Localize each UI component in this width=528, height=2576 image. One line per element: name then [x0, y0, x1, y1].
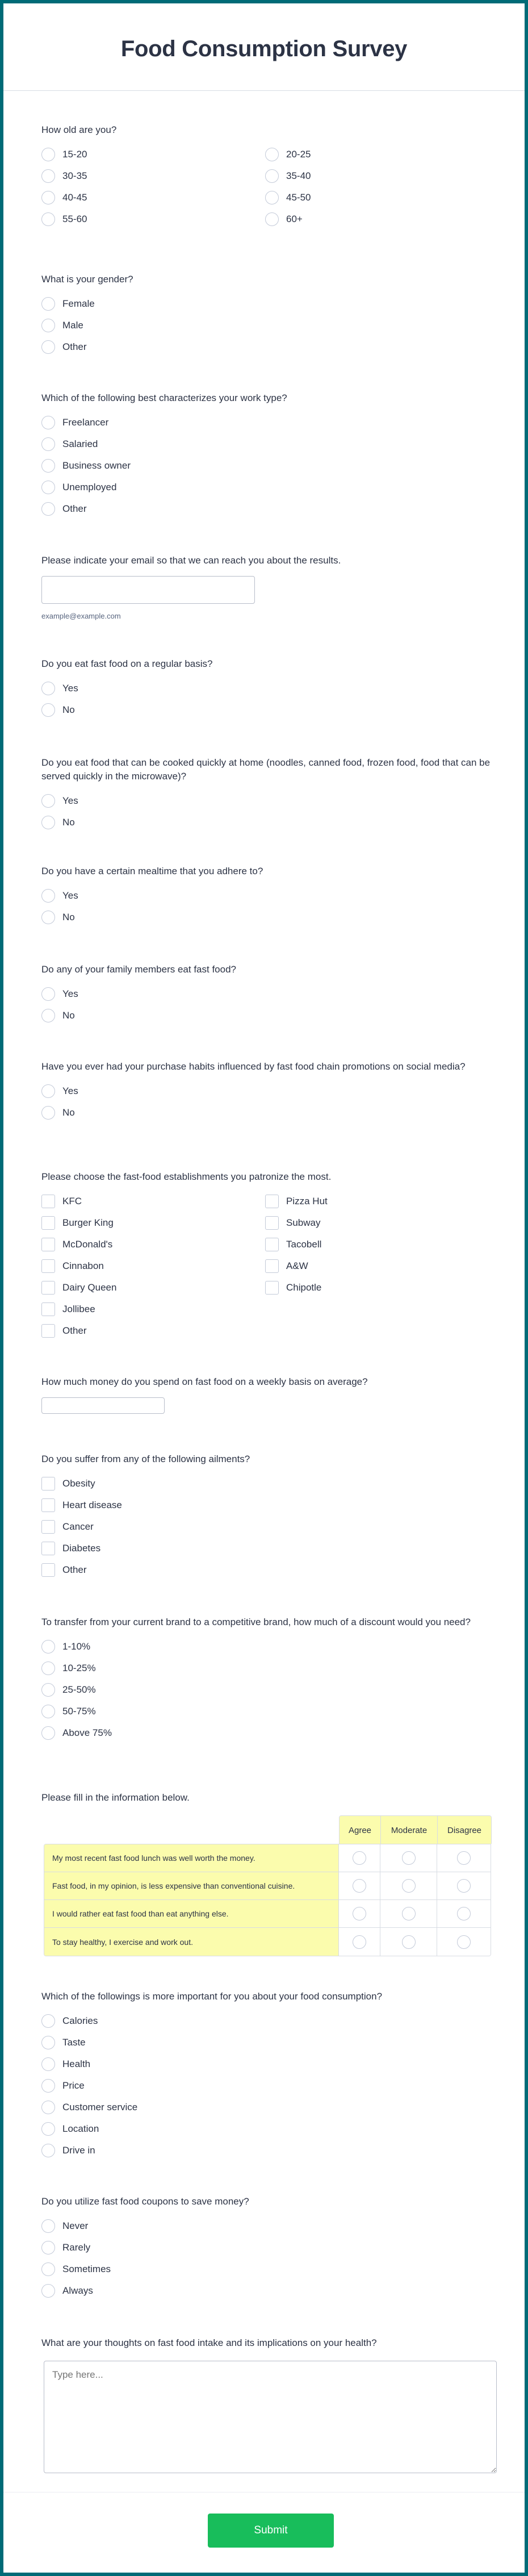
ailment-options	[41, 1473, 496, 1581]
important-option[interactable]: Location	[41, 2118, 496, 2140]
matrix-cell	[339, 1900, 380, 1927]
yes-option[interactable]: Yes	[41, 678, 496, 699]
establishment-checkbox[interactable]: Chipotle	[265, 1277, 489, 1299]
discount-option[interactable]: 50-75%	[41, 1701, 496, 1722]
checkbox-icon[interactable]	[41, 1477, 55, 1491]
thoughts-textarea[interactable]	[44, 2361, 497, 2473]
page-title: Food Consumption Survey	[120, 36, 408, 61]
question-label: Which of the following best characterizes your work type?	[41, 393, 287, 403]
establishment-checkbox[interactable]: Jollibee	[41, 1299, 265, 1320]
weekly-spend-input[interactable]	[41, 1397, 165, 1414]
radio-icon[interactable]	[41, 1726, 55, 1740]
matrix-cell	[380, 1900, 437, 1927]
question-thoughts	[41, 2336, 496, 2350]
radio-icon[interactable]	[41, 2036, 55, 2049]
radio-icon[interactable]	[41, 297, 55, 311]
question-mealtime	[41, 865, 496, 928]
question-label: What are your thoughts on fast food intake and its implications on your health?	[41, 2337, 377, 2348]
yes-option[interactable]: Yes	[41, 790, 496, 812]
question-quick-food	[41, 756, 496, 833]
checkbox-icon[interactable]	[41, 1324, 55, 1338]
promotions-options	[41, 1080, 496, 1124]
radio-icon[interactable]	[41, 212, 55, 226]
radio-icon[interactable]	[41, 2079, 55, 2093]
matrix-cell	[339, 1844, 380, 1872]
radio-icon[interactable]	[41, 703, 55, 717]
age-option[interactable]: 60+	[265, 208, 489, 230]
checkbox-icon[interactable]	[265, 1238, 279, 1251]
important-option[interactable]: Price	[41, 2075, 496, 2097]
question-label: What is your gender?	[41, 274, 133, 285]
radio-icon[interactable]	[41, 1640, 55, 1654]
question-gender	[41, 273, 496, 358]
radio-icon[interactable]	[41, 2144, 55, 2157]
important-option[interactable]: Calories	[41, 2010, 496, 2032]
radio-icon[interactable]	[41, 2101, 55, 2114]
coupon-option[interactable]: Sometimes	[41, 2258, 496, 2280]
radio-icon[interactable]	[41, 911, 55, 924]
radio-icon[interactable]	[402, 1907, 416, 1920]
age-options	[41, 144, 496, 230]
checkbox-icon[interactable]	[41, 1563, 55, 1577]
radio-icon[interactable]	[41, 340, 55, 354]
question-label: Have you ever had your purchase habits influenced by fast food chain promotions on social media?	[41, 1061, 466, 1072]
radio-icon[interactable]	[265, 169, 279, 183]
radio-icon[interactable]	[265, 191, 279, 204]
question-coupons	[41, 2195, 496, 2302]
matrix-row-label: To stay healthy, I exercise and work out.	[44, 1928, 339, 1956]
matrix-col-moderate: Moderate	[381, 1816, 438, 1844]
coupon-option[interactable]: Always	[41, 2280, 496, 2302]
radio-icon[interactable]	[457, 1879, 471, 1893]
matrix-cell	[437, 1872, 491, 1899]
checkbox-icon[interactable]	[41, 1498, 55, 1512]
matrix-row-label: Fast food, in my opinion, is less expensive than conventional cuisine.	[44, 1872, 339, 1899]
radio-icon[interactable]	[457, 1907, 471, 1920]
radio-icon[interactable]	[353, 1879, 366, 1893]
radio-icon[interactable]	[41, 416, 55, 429]
coupon-option[interactable]: Never	[41, 2215, 496, 2237]
question-work-type	[41, 391, 496, 520]
question-label: Please fill in the information below.	[41, 1792, 190, 1803]
no-option[interactable]: No	[41, 1005, 496, 1026]
no-option[interactable]: No	[41, 1102, 496, 1124]
empty-cell	[265, 1299, 489, 1320]
age-option[interactable]: 15-20	[41, 144, 265, 165]
matrix-header	[339, 1815, 492, 1844]
radio-icon[interactable]	[41, 2241, 55, 2254]
radio-icon[interactable]	[41, 2219, 55, 2233]
checkbox-icon[interactable]	[265, 1281, 279, 1295]
coupon-option[interactable]: Rarely	[41, 2237, 496, 2258]
question-family-fast-food	[41, 963, 496, 1026]
no-option[interactable]: No	[41, 812, 496, 833]
ailment-checkbox[interactable]: Cancer	[41, 1516, 496, 1538]
radio-icon[interactable]	[41, 148, 55, 161]
matrix-cell	[437, 1928, 491, 1956]
checkbox-icon[interactable]	[41, 1216, 55, 1230]
yes-option[interactable]: Yes	[41, 1080, 496, 1102]
radio-icon[interactable]	[353, 1851, 366, 1865]
matrix-cell	[339, 1928, 380, 1956]
discount-option[interactable]: Above 75%	[41, 1722, 496, 1744]
question-label: Do you suffer from any of the following ailments?	[41, 1454, 250, 1464]
radio-icon[interactable]	[41, 1683, 55, 1697]
ailment-checkbox[interactable]: Heart disease	[41, 1494, 496, 1516]
discount-option[interactable]: 25-50%	[41, 1679, 496, 1701]
age-option[interactable]: 55-60	[41, 208, 265, 230]
matrix-row	[44, 1844, 491, 1872]
question-label: How old are you?	[41, 124, 117, 135]
ailment-checkbox[interactable]: Other	[41, 1559, 496, 1581]
radio-icon[interactable]	[41, 2122, 55, 2136]
discount-option[interactable]: 1-10%	[41, 1636, 496, 1658]
fastfood-options	[41, 678, 496, 721]
ailment-checkbox[interactable]: Obesity	[41, 1473, 496, 1494]
establishment-checkbox[interactable]: Subway	[265, 1212, 489, 1234]
work-option[interactable]: Freelancer	[41, 412, 496, 433]
radio-icon[interactable]	[41, 319, 55, 332]
work-options	[41, 412, 496, 520]
important-option[interactable]: Taste	[41, 2032, 496, 2053]
radio-icon[interactable]	[402, 1851, 416, 1865]
question-age	[41, 123, 496, 230]
question-label: Do any of your family members eat fast food?	[41, 964, 236, 975]
radio-icon[interactable]	[457, 1935, 471, 1949]
radio-icon[interactable]	[41, 987, 55, 1001]
important-options	[41, 2010, 496, 2161]
radio-icon[interactable]	[41, 437, 55, 451]
important-option[interactable]: Customer service	[41, 2097, 496, 2118]
mealtime-options	[41, 885, 496, 928]
age-option[interactable]: 30-35	[41, 165, 265, 187]
checkbox-icon[interactable]	[41, 1302, 55, 1316]
radio-icon[interactable]	[41, 889, 55, 903]
gender-option[interactable]: Male	[41, 315, 496, 336]
email-helper-text: example@example.com	[41, 612, 121, 620]
radio-icon[interactable]	[265, 212, 279, 226]
checkbox-icon[interactable]	[265, 1195, 279, 1208]
yes-option[interactable]: Yes	[41, 885, 496, 907]
matrix-row-label: My most recent fast food lunch was well worth the money.	[44, 1844, 339, 1872]
question-discount	[41, 1615, 496, 1744]
establishment-checkbox[interactable]: Dairy Queen	[41, 1277, 265, 1299]
radio-icon[interactable]	[41, 191, 55, 204]
matrix-cell	[380, 1872, 437, 1899]
question-weekly-spend	[41, 1375, 496, 1414]
radio-icon[interactable]	[402, 1935, 416, 1949]
radio-icon[interactable]	[41, 1084, 55, 1098]
checkbox-icon[interactable]	[265, 1259, 279, 1273]
family-options	[41, 983, 496, 1026]
radio-icon[interactable]	[265, 148, 279, 161]
ailment-checkbox[interactable]: Diabetes	[41, 1538, 496, 1559]
age-option[interactable]: 35-40	[265, 165, 489, 187]
checkbox-icon[interactable]	[41, 1238, 55, 1251]
work-option[interactable]: Salaried	[41, 433, 496, 455]
establishment-checkbox[interactable]: McDonald's	[41, 1234, 265, 1255]
radio-icon[interactable]	[41, 682, 55, 695]
discount-option[interactable]: 10-25%	[41, 1658, 496, 1679]
checkbox-icon[interactable]	[41, 1520, 55, 1534]
establishment-options	[41, 1191, 496, 1342]
email-input[interactable]	[41, 576, 255, 604]
radio-icon[interactable]	[41, 2262, 55, 2276]
question-email	[41, 554, 496, 620]
quickfood-options	[41, 790, 496, 833]
question-label: Do you utilize fast food coupons to save money?	[41, 2196, 249, 2207]
matrix-row	[44, 1928, 491, 1956]
question-important	[41, 1990, 496, 2161]
matrix-col-agree: Agree	[340, 1816, 381, 1844]
age-option[interactable]: 45-50	[265, 187, 489, 208]
radio-icon[interactable]	[41, 816, 55, 829]
establishment-checkbox-other[interactable]: Other	[41, 1320, 265, 1342]
form-header	[3, 3, 525, 91]
radio-icon[interactable]	[41, 1009, 55, 1022]
radio-icon[interactable]	[41, 1705, 55, 1718]
matrix-row	[44, 1872, 491, 1900]
matrix-col-disagree: Disagree	[438, 1816, 491, 1844]
matrix-row-label: I would rather eat fast food than eat anything else.	[44, 1900, 339, 1927]
radio-icon[interactable]	[353, 1935, 366, 1949]
checkbox-icon[interactable]	[41, 1259, 55, 1273]
establishment-checkbox[interactable]: KFC	[41, 1191, 265, 1212]
radio-icon[interactable]	[41, 459, 55, 473]
important-option[interactable]: Health	[41, 2053, 496, 2075]
coupon-options	[41, 2215, 496, 2302]
no-option[interactable]: No	[41, 699, 496, 721]
establishment-checkbox[interactable]: Tacobell	[265, 1234, 489, 1255]
work-option[interactable]: Unemployed	[41, 477, 496, 498]
discount-options	[41, 1636, 496, 1744]
matrix-cell	[339, 1872, 380, 1899]
checkbox-icon[interactable]	[265, 1216, 279, 1230]
matrix-cell	[380, 1928, 437, 1956]
question-label: Do you eat fast food on a regular basis?	[41, 658, 213, 669]
radio-icon[interactable]	[41, 169, 55, 183]
question-label: Which of the followings is more important for you about your food consumption?	[41, 1991, 383, 2002]
yes-option[interactable]: Yes	[41, 983, 496, 1005]
radio-icon[interactable]	[41, 794, 55, 808]
checkbox-icon[interactable]	[41, 1195, 55, 1208]
radio-icon[interactable]	[41, 2057, 55, 2071]
matrix-cell	[437, 1900, 491, 1927]
no-option[interactable]: No	[41, 907, 496, 928]
radio-icon[interactable]	[41, 1661, 55, 1675]
matrix-cell	[437, 1844, 491, 1872]
establishment-checkbox[interactable]: Burger King	[41, 1212, 265, 1234]
question-ailments	[41, 1452, 496, 1581]
radio-icon[interactable]	[353, 1907, 366, 1920]
radio-icon[interactable]	[41, 2014, 55, 2028]
question-fast-food-regular	[41, 657, 496, 721]
establishment-checkbox[interactable]: A&W	[265, 1255, 489, 1277]
matrix-row	[44, 1900, 491, 1928]
radio-icon[interactable]	[41, 481, 55, 494]
important-option[interactable]: Drive in	[41, 2140, 496, 2161]
establishment-checkbox[interactable]: Pizza Hut	[265, 1191, 489, 1212]
question-label: Please choose the fast-food establishments you patronize the most.	[41, 1171, 332, 1182]
question-label: Do you eat food that can be cooked quickly at home (noodles, canned food, frozen food, food that can be served quickly in the microwave)?	[41, 757, 491, 782]
gender-option[interactable]: Female	[41, 293, 496, 315]
checkbox-icon[interactable]	[41, 1542, 55, 1555]
establishment-checkbox[interactable]: Cinnabon	[41, 1255, 265, 1277]
matrix-cell	[380, 1844, 437, 1872]
radio-icon[interactable]	[457, 1851, 471, 1865]
question-label: Do you have a certain mealtime that you adhere to?	[41, 866, 263, 876]
question-establishments	[41, 1170, 496, 1342]
work-option[interactable]: Business owner	[41, 455, 496, 477]
checkbox-icon[interactable]	[41, 1281, 55, 1295]
radio-icon[interactable]	[41, 1106, 55, 1120]
question-promotions	[41, 1060, 496, 1124]
question-label: Please indicate your email so that we can reach you about the results.	[41, 555, 341, 566]
age-option[interactable]: 20-25	[265, 144, 489, 165]
submit-button[interactable]: Submit	[208, 2514, 334, 2548]
question-label: To transfer from your current brand to a competitive brand, how much of a discount would you need?	[41, 1617, 471, 1627]
age-option[interactable]: 40-45	[41, 187, 265, 208]
gender-option[interactable]: Other	[41, 336, 496, 358]
footer-divider	[3, 2492, 525, 2493]
work-option[interactable]: Other	[41, 498, 496, 520]
matrix-body	[44, 1844, 491, 1956]
radio-icon[interactable]	[402, 1879, 416, 1893]
radio-icon[interactable]	[41, 502, 55, 516]
question-label: How much money do you spend on fast food on a weekly basis on average?	[41, 1376, 368, 1387]
radio-icon[interactable]	[41, 2284, 55, 2298]
question-matrix	[41, 1791, 496, 1805]
gender-options	[41, 293, 496, 358]
